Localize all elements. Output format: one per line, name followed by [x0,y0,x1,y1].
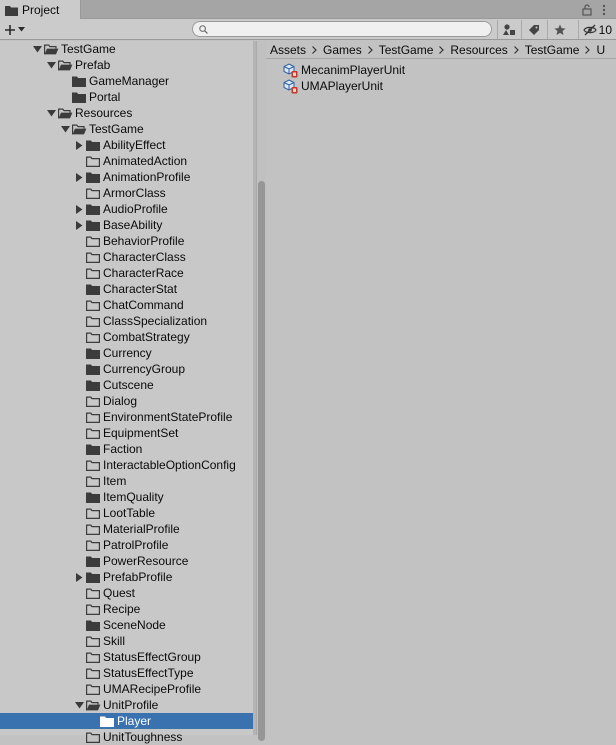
tree-item[interactable] [0,425,253,441]
lock-icon[interactable] [582,4,592,16]
tree-item[interactable] [0,153,253,169]
tree-item[interactable] [0,105,253,121]
tree-item[interactable] [0,233,253,249]
tree-item[interactable] [0,505,253,521]
collapse-arrow-icon[interactable] [72,217,86,233]
tree-item-label: AnimationProfile [103,170,191,184]
folder-icon [86,217,101,233]
arrow-spacer [72,409,86,425]
tab-bar [0,0,616,19]
folder-open-icon [58,105,73,121]
tree-item-label: ChatCommand [103,298,184,312]
tree-item-label: Prefab [75,58,111,72]
kebab-menu-icon[interactable] [602,4,606,16]
tree-item-label: UnitProfile [103,698,159,712]
tree-item[interactable] [0,57,253,73]
tree-item-label: TestGame [61,42,116,56]
folder-icon [86,489,101,505]
tree-item[interactable] [0,617,253,633]
tree-item[interactable] [0,313,253,329]
tree-item-label: EnvironmentStateProfile [103,410,233,424]
tree-item-label: Quest [103,586,136,600]
tree-item[interactable] [0,89,253,105]
tree-item[interactable] [0,697,253,713]
tree-item[interactable] [0,681,253,697]
arrow-spacer [72,393,86,409]
folder-icon [86,617,101,633]
tree-item-label: EquipmentSet [103,426,179,440]
tree-item-label: Skill [103,634,126,648]
project-tab[interactable] [0,0,81,20]
breadcrumb [266,41,616,59]
arrow-spacer [72,281,86,297]
tree-item-label: UnitToughness [103,730,183,744]
project-toolbar [0,19,616,40]
tree-item-label: LootTable [103,506,156,520]
tree-item[interactable] [0,665,253,681]
folder-empty-icon [86,601,101,617]
asset-item[interactable] [283,78,383,94]
prefab-unit-icon [283,62,299,78]
tree-item-label: Faction [103,442,143,456]
tree-item[interactable] [0,441,253,457]
folder-icon [86,345,101,361]
breadcrumb-separator-icon [514,46,519,54]
create-button[interactable] [4,21,34,38]
tree-item-label: CombatStrategy [103,330,190,344]
folder-empty-icon [86,265,101,281]
arrow-spacer [72,457,86,473]
tree-item-label: Resources [75,106,133,120]
arrow-spacer [86,713,100,729]
tree-scrollbar[interactable] [256,41,266,735]
arrow-spacer [58,89,72,105]
arrow-spacer [72,233,86,249]
arrow-spacer [72,633,86,649]
folder-icon [86,553,101,569]
folder-open-icon [86,697,101,713]
tree-item-label: Dialog [103,394,138,408]
arrow-spacer [72,505,86,521]
arrow-spacer [72,601,86,617]
folder-empty-icon [86,633,101,649]
search-field[interactable] [192,21,492,37]
tree-item-label: AbilityEffect [103,138,166,152]
arrow-spacer [72,361,86,377]
folder-empty-icon [86,249,101,265]
folder-icon [72,73,87,89]
folder-empty-icon [86,329,101,345]
folder-empty-icon [86,233,101,249]
folder-empty-icon [86,473,101,489]
arrow-spacer [72,681,86,697]
search-input[interactable] [212,23,482,35]
folder-icon [86,201,101,217]
folder-empty-icon [86,393,101,409]
tree-item-label: ItemQuality [103,490,164,504]
folder-icon [86,169,101,185]
tree-item-label: TestGame [89,122,144,136]
arrow-spacer [58,73,72,89]
arrow-spacer [72,297,86,313]
tree-item[interactable] [0,169,253,185]
tree-item-label: ArmorClass [103,186,166,200]
breadcrumb-separator-icon [439,46,444,54]
folder-empty-icon [86,521,101,537]
tree-item[interactable] [0,377,253,393]
folder-empty-icon [86,313,101,329]
folder-empty-icon [86,457,101,473]
tree-item[interactable] [0,457,253,473]
arrow-spacer [72,537,86,553]
prefab-unit-icon [283,78,299,94]
expand-arrow-icon[interactable] [44,57,58,73]
asset-label: MecanimPlayerUnit [301,63,406,77]
tree-item[interactable] [0,121,253,137]
arrow-spacer [72,185,86,201]
tree-item[interactable] [0,73,253,89]
folder-icon [86,569,101,585]
asset-item[interactable] [283,62,405,78]
folder-empty-icon [86,153,101,169]
filter-by-type-icon [503,24,516,36]
arrow-spacer [72,649,86,665]
tree-item-label: UMARecipeProfile [103,682,202,696]
tree-item-label: Item [103,474,127,488]
arrow-spacer [72,329,86,345]
star-icon [554,24,566,36]
tree-item[interactable] [0,41,253,57]
arrow-spacer [72,665,86,681]
expand-arrow-icon[interactable] [30,41,44,57]
folder-icon [72,89,87,105]
breadcrumb-item[interactable]: U [596,42,606,57]
folder-icon [86,441,101,457]
expand-arrow-icon[interactable] [58,121,72,137]
hidden-packages-count: 10 [598,22,612,37]
arrow-spacer [72,473,86,489]
folder-empty-icon [86,649,101,665]
arrow-spacer [72,553,86,569]
tree-item[interactable] [0,329,253,345]
breadcrumb-separator-icon [368,46,373,54]
favorites-button[interactable] [547,20,571,39]
tree-item[interactable] [0,649,253,665]
tree-item[interactable] [0,265,253,281]
tree-item-label: CurrencyGroup [103,362,186,376]
folder-empty-icon [86,505,101,521]
tree-item-label: Cutscene [103,378,154,392]
tree-item[interactable] [0,473,253,489]
plus-icon [4,24,16,36]
folder-icon [86,377,101,393]
tree-item-label: CharacterClass [103,250,186,264]
search-icon [199,25,208,34]
collapse-arrow-icon[interactable] [72,137,86,153]
project-tab-label: Project [22,3,60,17]
breadcrumb-separator-icon [585,46,590,54]
tree-item[interactable] [0,185,253,201]
tree-item[interactable] [0,217,253,233]
tree-item[interactable] [0,489,253,505]
arrow-spacer [72,729,86,745]
collapse-arrow-icon[interactable] [72,169,86,185]
breadcrumb-item[interactable]: TestGame [524,42,580,57]
tree-item[interactable] [0,345,253,361]
folder-empty-icon [86,681,101,697]
folder-empty-icon [86,185,101,201]
tree-item-label: InteractableOptionConfig [103,458,236,472]
search-by-type-button[interactable] [497,20,521,39]
tree-item-label: ClassSpecialization [103,314,208,328]
arrow-spacer [72,345,86,361]
arrow-spacer [72,313,86,329]
tree-item[interactable] [0,137,253,153]
tree-item-label: AudioProfile [103,202,168,216]
tree-item[interactable] [0,569,253,585]
breadcrumb-item[interactable]: Games [323,42,362,57]
arrow-spacer [72,521,86,537]
tree-item[interactable] [0,633,253,649]
asset-panel [266,41,616,735]
tree-item[interactable] [0,409,253,425]
folder-empty-icon [86,585,101,601]
tree-item[interactable] [0,297,253,313]
folder-empty-icon [86,729,101,745]
tree-item-label: PrefabProfile [103,570,173,584]
tree-item[interactable] [0,521,253,537]
folder-empty-icon [86,425,101,441]
tree-item-label: MaterialProfile [103,522,180,536]
folder-icon [100,713,115,729]
tree-item-label: BaseAbility [103,218,163,232]
label-tag-icon [528,24,540,36]
folder-empty-icon [86,297,101,313]
tree-item[interactable] [0,249,253,265]
tree-item[interactable] [0,585,253,601]
tree-item[interactable] [0,729,253,745]
arrow-spacer [72,249,86,265]
tree-item-label: GameManager [89,74,170,88]
arrow-spacer [72,425,86,441]
folder-icon [86,137,101,153]
tree-item-label: PatrolProfile [103,538,169,552]
breadcrumb-item[interactable]: Resources [450,42,508,57]
folder-open-icon [44,41,59,57]
search-by-label-button[interactable] [521,20,545,39]
folder-empty-icon [86,537,101,553]
tree-item[interactable] [0,601,253,617]
folder-open-icon [72,121,87,137]
folder-icon [86,361,101,377]
tree-item-label: Portal [89,90,121,104]
breadcrumb-item[interactable]: Assets [270,42,307,57]
tree-item-label: Recipe [103,602,141,616]
dropdown-arrow-icon [18,27,25,32]
asset-label: UMAPlayerUnit [301,79,384,93]
arrow-spacer [72,617,86,633]
tree-item-label: SceneNode [103,618,166,632]
tree-item-label: Currency [103,346,152,360]
folder-icon [86,281,101,297]
folder-open-icon [58,57,73,73]
tree-item[interactable] [0,713,253,729]
folder-empty-icon [86,665,101,681]
arrow-spacer [72,377,86,393]
breadcrumb-separator-icon [312,46,317,54]
expand-arrow-icon[interactable] [44,105,58,121]
breadcrumb-item[interactable]: TestGame [378,42,434,57]
tree-item-label: Player [117,714,152,728]
tree-item[interactable] [0,393,253,409]
tree-item-label: CharacterRace [103,266,184,280]
hidden-packages-toggle[interactable] [578,20,612,39]
tree-item-label: StatusEffectType [103,666,194,680]
tree-item-label: AnimatedAction [103,154,188,168]
arrow-spacer [72,489,86,505]
folder-icon [5,5,18,16]
arrow-spacer [72,265,86,281]
folder-tree [0,41,253,744]
expand-arrow-icon[interactable] [72,697,86,713]
tree-item[interactable] [0,361,253,377]
tree-item[interactable] [0,201,253,217]
scrollbar-thumb[interactable] [258,181,265,741]
tree-item-label: CharacterStat [103,282,178,296]
tree-item-label: StatusEffectGroup [103,650,201,664]
arrow-spacer [72,153,86,169]
arrow-spacer [72,441,86,457]
collapse-arrow-icon[interactable] [72,201,86,217]
tree-item[interactable] [0,537,253,553]
collapse-arrow-icon[interactable] [72,569,86,585]
folder-empty-icon [86,409,101,425]
tree-item-label: BehaviorProfile [103,234,185,248]
arrow-spacer [72,585,86,601]
tree-item[interactable] [0,281,253,297]
tree-item-label: PowerResource [103,554,189,568]
tree-item[interactable] [0,553,253,569]
eye-slash-icon [583,24,597,36]
